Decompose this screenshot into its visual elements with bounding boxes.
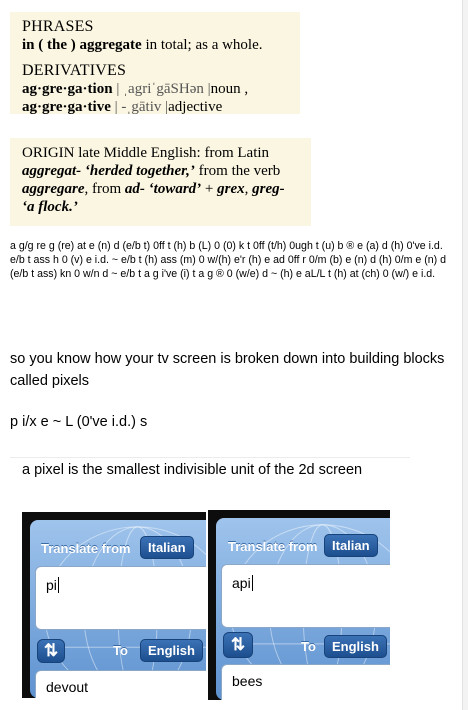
derivative-pos: adjective bbox=[168, 99, 223, 115]
vertical-scrollbar[interactable] bbox=[462, 0, 468, 710]
derivative-word: ag·gre·ga·tion bbox=[22, 81, 113, 97]
pixel-definition[interactable]: a pixel is the smallest indivisible unit of the 2d screen bbox=[22, 462, 363, 478]
translation-output bbox=[221, 664, 390, 700]
source-text-input[interactable] bbox=[35, 566, 206, 630]
source-language-button[interactable]: Italian bbox=[324, 534, 378, 557]
source-text-input[interactable] bbox=[221, 564, 390, 628]
derivative-pronunciation: | ˌagriˈgāSHən | bbox=[116, 81, 211, 97]
swap-languages-icon[interactable]: ⇅ bbox=[37, 639, 65, 663]
origin-text: from the verb bbox=[194, 163, 281, 179]
source-language-button[interactable]: Italian bbox=[140, 536, 194, 559]
phrase-text: in ( the ) aggregate bbox=[22, 37, 142, 53]
translation-text: bees bbox=[232, 673, 263, 689]
translate-from-label: Translate from bbox=[41, 541, 131, 556]
derivative-entry bbox=[22, 98, 288, 116]
translator-screenshot-1 bbox=[22, 512, 206, 698]
origin-latin-form: aggregat- ‘herded together,’ bbox=[22, 163, 195, 179]
origin-verb: aggregare bbox=[22, 181, 85, 197]
origin-text: ORIGIN late Middle English: from Latin bbox=[22, 145, 270, 161]
derivatives-heading: DERIVATIVES bbox=[22, 62, 127, 79]
to-label: To bbox=[113, 643, 128, 658]
divider bbox=[10, 457, 410, 458]
derivative-entry bbox=[22, 80, 288, 98]
pixel-mnemonic[interactable]: p i/x e ~ L (0've i.d.) s bbox=[10, 414, 148, 430]
dictionary-clipping bbox=[10, 12, 300, 114]
source-text: pi bbox=[46, 577, 57, 593]
derivative-pronunciation: | -ˌgātiv | bbox=[114, 99, 169, 115]
source-text: api bbox=[232, 575, 251, 591]
derivative-word: ag·gre·ga·tive bbox=[22, 99, 111, 115]
text-caret bbox=[252, 575, 253, 591]
translate-from-label: Translate from bbox=[228, 539, 318, 554]
translator-panel bbox=[30, 520, 206, 698]
origin-prefix: ad- ‘toward’ bbox=[124, 181, 202, 197]
origin-clipping bbox=[10, 138, 311, 226]
mnemonic-paragraph[interactable]: a g/g re g (re) at e (n) d (e/b t) 0ff t (h) b (L) 0 (0) k t 0ff (t/h) 0ugh t (u) b ® e (a) d (h) 0've i.d. e/b t ass h 0 (v) e i.d. ~ e/b t (h) ass (m) 0 w/(h) e'r (h) e ad 0ff r 0/m (b) e (n) d (h) 0/m e (n) d (e/b t ass) kn 0 w/n d ~ e/b t a g i've (i) t a g ® 0 (w/e) d ~ (h) e aL/L t (h) at (ch) 0 (w/) e i.d. bbox=[10, 240, 447, 280]
pixels-note[interactable]: so you know how your tv screen is broken down into building blocks called pixels bbox=[10, 351, 445, 389]
text-caret bbox=[58, 577, 59, 593]
target-language-button[interactable]: English bbox=[140, 639, 203, 662]
origin-text: + bbox=[201, 181, 218, 197]
translation-text: devout bbox=[46, 679, 89, 695]
phrases-heading: PHRASES bbox=[22, 18, 94, 35]
phrase-definition: in total; as a whole. bbox=[145, 37, 263, 53]
translator-panel bbox=[216, 518, 390, 700]
translator-screenshot-2 bbox=[208, 510, 390, 700]
origin-root: grex bbox=[217, 181, 245, 197]
derivative-pos: noun , bbox=[210, 81, 249, 97]
target-language-button[interactable]: English bbox=[324, 635, 387, 658]
translation-output bbox=[35, 670, 206, 698]
origin-root-meaning: greg- ‘a flock.’ bbox=[22, 181, 285, 215]
origin-text: , bbox=[244, 181, 253, 197]
phrase-entry bbox=[22, 36, 288, 54]
to-label: To bbox=[301, 639, 316, 654]
swap-languages-icon[interactable]: ⇅ bbox=[223, 632, 253, 658]
origin-text: , from bbox=[84, 181, 125, 197]
